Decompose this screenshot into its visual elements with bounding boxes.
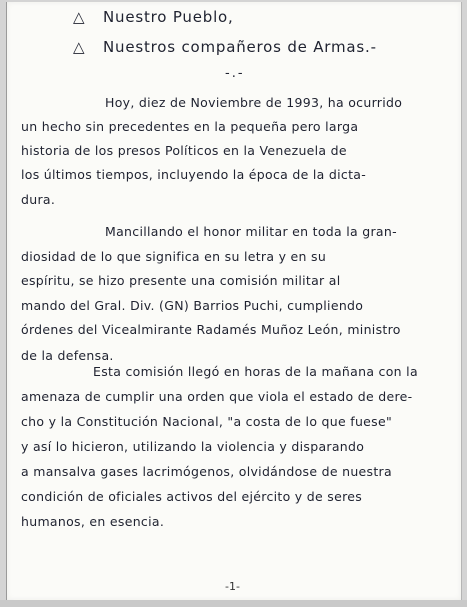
letter-sheet — [6, 2, 462, 600]
body-line: Esta comisión llegó en horas de la mañana con la — [93, 364, 418, 379]
page-number: -1- — [225, 580, 240, 593]
body-line: cho y la Constitución Nacional, "a costa de lo que fuese" — [21, 414, 393, 429]
body-line: humanos, en esencia. — [21, 514, 165, 529]
body-line: un hecho sin precedentes en la pequeña pero larga — [21, 119, 359, 134]
body-line: órdenes del Vicealmirante Radamés Muñoz León, ministro — [21, 322, 401, 337]
body-line: de la defensa. — [21, 348, 114, 363]
header-line-2: Nuestros compañeros de Armas.- — [103, 38, 377, 56]
body-line: a mansalva gases lacrimógenos, olvidándose de nuestra — [21, 464, 392, 479]
body-line: espíritu, se hizo presente una comisión militar al — [21, 273, 341, 288]
body-line: mando del Gral. Div. (GN) Barrios Puchi, cumpliendo — [21, 298, 364, 313]
body-line: diosidad de lo que significa en su letra y en su — [21, 249, 327, 264]
body-line: Mancillando el honor militar en toda la gran- — [105, 224, 397, 239]
body-line: condición de oficiales activos del ejército y de seres — [21, 489, 363, 504]
bullet-triangle-icon: △ — [73, 8, 85, 26]
body-line: historia de los presos Políticos en la Venezuela de — [21, 143, 347, 158]
header-line-1: Nuestro Pueblo, — [103, 8, 234, 26]
body-line: los últimos tiempos, incluyendo la época de la dicta- — [21, 167, 367, 182]
body-line: y así lo hicieron, utilizando la violencia y disparando — [21, 439, 365, 454]
body-line: Hoy, diez de Noviembre de 1993, ha ocurrido — [105, 95, 403, 110]
bullet-triangle-icon: △ — [73, 38, 85, 56]
next-page-edge — [0, 600, 467, 607]
body-line: amenaza de cumplir una orden que viola el estado de dere- — [21, 389, 413, 404]
separator-mark: -.- — [225, 66, 245, 81]
body-line: dura. — [21, 192, 56, 207]
